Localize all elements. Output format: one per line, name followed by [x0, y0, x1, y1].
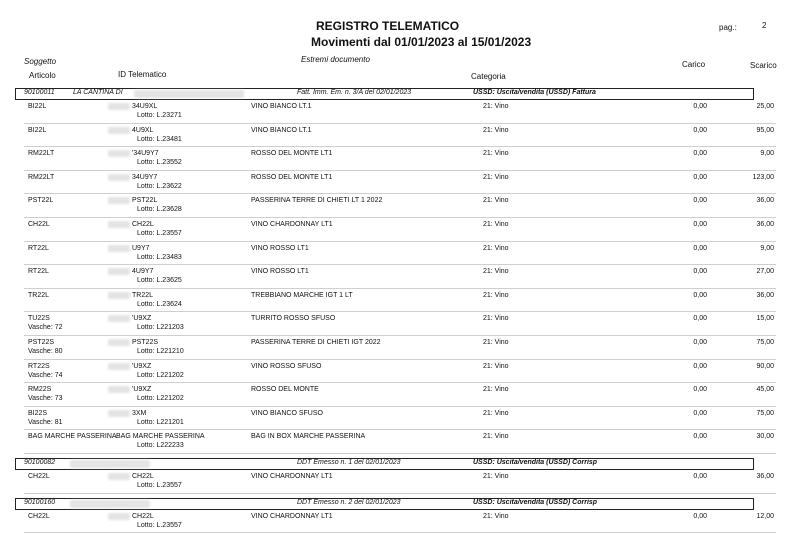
scarico-value: 12,00: [756, 512, 774, 520]
id-telematico: 34U9XL: [132, 103, 158, 110]
carico-value: 0,00: [693, 386, 707, 394]
articolo-code: RM22LT: [28, 150, 55, 158]
articolo-code: RM22S: [28, 386, 52, 394]
scarico-value: 30,00: [756, 433, 774, 441]
carico-value: 0,00: [693, 512, 707, 520]
scarico-value: 90,00: [756, 362, 774, 370]
id-telematico: 'U9XZ: [132, 386, 152, 394]
id-telematico: CH22L: [132, 512, 154, 520]
carico-value: 0,00: [693, 268, 707, 276]
redacted-id: [108, 473, 130, 480]
group-code: 90100082: [24, 459, 56, 466]
redacted-id: [108, 127, 130, 134]
id-telematico: 3XM: [132, 409, 147, 417]
item-description: VINO ROSSO LT1: [251, 268, 309, 276]
item-description: PASSERINA TERRE DI CHIETI IGT 2022: [251, 339, 381, 346]
item-category: 21: Vino: [483, 150, 509, 158]
redacted-id: [108, 315, 130, 322]
item-category: 21: Vino: [483, 386, 509, 394]
redacted-id: [108, 245, 130, 252]
scarico-value: 9,00: [760, 150, 774, 158]
carico-value: 0,00: [693, 409, 707, 417]
header-id-telematico: ID Telematico: [118, 70, 167, 79]
row-separator: [24, 406, 776, 407]
row-separator: [24, 429, 776, 430]
group-doc: DDT Emesso n. 1 del 02/01/2023: [297, 459, 401, 466]
carico-value: 0,00: [693, 433, 707, 441]
articolo-code: PST22L: [28, 197, 54, 205]
id-telematico: 34U9Y7: [132, 173, 158, 181]
articolo-code: BI22L: [28, 126, 47, 134]
item-description: BAG IN BOX MARCHE PASSERINA: [251, 433, 366, 441]
row-separator: [24, 382, 776, 383]
lotto-label: Lotto: L221202: [137, 371, 184, 379]
item-category: 21: Vino: [483, 268, 509, 276]
id-telematico: CH22L: [132, 473, 154, 480]
row-separator: [24, 311, 776, 312]
vasche-label: Vasche: 80: [28, 348, 63, 355]
group-doc: DDT Emesso n. 2 del 02/01/2023: [297, 498, 401, 506]
articolo-code: TU22S: [28, 315, 50, 323]
lotto-label: Lotto: L.23552: [137, 159, 182, 167]
item-description: PASSERINA TERRE DI CHIETI LT 1 2022: [251, 197, 383, 205]
articolo-code: CH22L: [28, 512, 50, 520]
row-separator: [24, 146, 776, 147]
item-category: 21: Vino: [483, 221, 509, 228]
redacted-name: [134, 90, 244, 98]
scarico-value: 123,00: [752, 173, 774, 181]
lotto-label: Lotto: L.23481: [137, 135, 182, 143]
row-separator: [24, 123, 776, 124]
articolo-code: TR22L: [28, 291, 50, 299]
redacted-id: [108, 174, 130, 181]
item-category: 21: Vino: [483, 197, 509, 205]
lotto-label: Lotto: L221203: [137, 324, 184, 332]
scarico-value: 75,00: [756, 409, 774, 417]
carico-value: 0,00: [693, 103, 707, 110]
vasche-label: Vasche: 72: [28, 324, 63, 332]
id-telematico: U9Y7: [132, 244, 150, 252]
item-category: 21: Vino: [483, 315, 509, 323]
lotto-label: Lotto: L.23557: [137, 482, 182, 489]
item-category: 21: Vino: [483, 291, 509, 299]
scarico-value: 36,00: [756, 221, 774, 228]
vasche-label: Vasche: 73: [28, 395, 63, 403]
item-category: 21: Vino: [483, 173, 509, 181]
id-telematico: CH22L: [132, 221, 154, 228]
articolo-code: CH22L: [28, 221, 50, 228]
articolo-code: BI22L: [28, 103, 47, 110]
scarico-value: 36,00: [756, 473, 774, 480]
item-category: 21: Vino: [483, 103, 509, 110]
redacted-id: [108, 221, 130, 228]
id-telematico: PST22L: [132, 197, 158, 205]
group-name: LA CANTINA DI: [73, 89, 123, 96]
carico-value: 0,00: [693, 197, 707, 205]
redacted-name: [70, 460, 150, 468]
redacted-id: [108, 197, 130, 204]
item-category: 21: Vino: [483, 244, 509, 252]
scarico-value: 95,00: [756, 126, 774, 134]
articolo-code: RT22L: [28, 268, 49, 276]
scarico-value: 45,00: [756, 386, 774, 394]
item-category: 21: Vino: [483, 126, 509, 134]
lotto-label: Lotto: L.23625: [137, 277, 182, 285]
lotto-label: Lotto: L.23624: [137, 300, 182, 308]
carico-value: 0,00: [693, 221, 707, 228]
item-description: ROSSO DEL MONTE LT1: [251, 150, 333, 158]
group-code: 90100011: [24, 89, 55, 96]
redacted-id: [108, 103, 130, 110]
row-separator: [24, 359, 776, 360]
scarico-value: 36,00: [756, 291, 774, 299]
page-label: pag.:: [719, 23, 737, 32]
id-telematico: 'U9XZ: [132, 362, 152, 370]
carico-value: 0,00: [693, 315, 707, 323]
row-separator: [24, 241, 776, 242]
lotto-label: Lotto: L.23557: [137, 521, 182, 529]
scarico-value: 75,00: [756, 339, 774, 346]
item-description: ROSSO DEL MONTE: [251, 386, 319, 394]
scarico-value: 25,00: [756, 103, 774, 110]
group-causale: USSD: Uscita/vendita (USSD) Fattura: [473, 89, 596, 96]
report-title: REGISTRO TELEMATICO: [316, 19, 460, 33]
redacted-name: [70, 500, 150, 508]
lotto-label: Lotto: L221210: [137, 348, 184, 355]
lotto-label: Lotto: L.23557: [137, 230, 182, 237]
id-telematico: '34U9Y7: [132, 150, 159, 158]
header-articolo: Articolo: [29, 71, 56, 80]
item-description: VINO BIANCO LT.1: [251, 126, 312, 134]
articolo-code: BAG MARCHE PASSERINA: [28, 433, 117, 441]
row-separator: [24, 335, 776, 336]
carico-value: 0,00: [693, 339, 707, 346]
header-soggetto: Soggetto: [24, 57, 57, 66]
row-separator: [24, 193, 776, 194]
carico-value: 0,00: [693, 362, 707, 370]
id-telematico: 4U9XL: [132, 126, 154, 134]
redacted-id: [108, 339, 130, 346]
item-category: 21: Vino: [483, 339, 509, 346]
articolo-code: BI22S: [28, 409, 48, 417]
lotto-label: Lotto: L.23628: [137, 206, 182, 214]
group-code: 90100160: [24, 498, 56, 506]
redacted-id: [108, 410, 130, 417]
id-telematico: 'U9XZ: [132, 315, 152, 323]
redacted-id: [108, 513, 130, 520]
scarico-value: 36,00: [756, 197, 774, 205]
carico-value: 0,00: [693, 173, 707, 181]
lotto-label: Lotto: L221201: [137, 418, 184, 426]
lotto-label: Lotto: L.23622: [137, 182, 182, 190]
report-subtitle: Movimenti dal 01/01/2023 al 15/01/2023: [311, 35, 532, 49]
articolo-code: RT22S: [28, 362, 50, 370]
lotto-label: Lotto: L221202: [137, 395, 184, 403]
redacted-id: [108, 386, 130, 393]
scarico-value: 9,00: [760, 244, 774, 252]
row-separator: [24, 288, 776, 289]
item-description: VINO CHARDONNAY LT1: [251, 473, 333, 480]
group-header: [15, 88, 754, 100]
row-separator: [24, 493, 776, 494]
row-separator: [24, 170, 776, 171]
articolo-code: CH22L: [28, 473, 50, 480]
id-telematico: 4U9Y7: [132, 268, 154, 276]
vasche-label: Vasche: 74: [28, 371, 63, 379]
lotto-label: Lotto: L.23271: [137, 112, 182, 119]
group-causale: USSD: Uscita/vendita (USSD) Corrisp: [473, 459, 598, 466]
redacted-id: [108, 150, 130, 157]
item-description: VINO ROSSO SFUSO: [251, 362, 322, 370]
redacted-id: [108, 268, 130, 275]
articolo-code: RM22LT: [28, 173, 55, 181]
vasche-label: Vasche: 81: [28, 418, 63, 426]
item-category: 21: Vino: [483, 512, 509, 520]
carico-value: 0,00: [693, 150, 707, 158]
header-carico: Carico: [682, 60, 706, 69]
item-description: TURRITO ROSSO SFUSO: [251, 315, 336, 323]
header-estremi: Estremi documento: [301, 55, 370, 64]
header-categoria: Categoria: [471, 72, 506, 81]
carico-value: 0,00: [693, 291, 707, 299]
carico-value: 0,00: [693, 126, 707, 134]
redacted-id: [108, 363, 130, 370]
lotto-label: Lotto: L.23483: [137, 253, 182, 261]
articolo-code: PST22S: [28, 339, 55, 346]
redacted-id: [108, 292, 130, 299]
item-category: 21: Vino: [483, 362, 509, 370]
item-category: 21: Vino: [483, 433, 509, 441]
id-telematico: BAG MARCHE PASSERINA: [116, 433, 205, 441]
carico-value: 0,00: [693, 244, 707, 252]
row-separator: [24, 453, 776, 454]
item-description: VINO CHARDONNAY LT1: [251, 221, 333, 228]
header-scarico: Scarico: [750, 61, 777, 70]
page-number: 2: [762, 21, 767, 30]
group-causale: USSD: Uscita/vendita (USSD) Corrisp: [473, 498, 598, 506]
carico-value: 0,00: [693, 473, 707, 480]
item-description: ROSSO DEL MONTE LT1: [251, 173, 333, 181]
id-telematico: TR22L: [132, 291, 154, 299]
scarico-value: 15,00: [756, 315, 774, 323]
item-category: 21: Vino: [483, 473, 509, 480]
item-description: VINO BIANCO SFUSO: [251, 409, 323, 417]
item-description: VINO CHARDONNAY LT1: [251, 512, 333, 520]
item-category: 21: Vino: [483, 409, 509, 417]
lotto-label: Lotto: L222233: [137, 442, 184, 450]
group-doc: Fatt. Imm. Em. n. 3/A del 02/01/2023: [297, 89, 412, 96]
id-telematico: PST22S: [132, 339, 159, 346]
item-description: TREBBIANO MARCHE IGT 1 LT: [251, 291, 353, 299]
articolo-code: RT22L: [28, 244, 49, 252]
row-separator: [24, 264, 776, 265]
item-description: VINO BIANCO LT.1: [251, 103, 312, 110]
row-separator: [24, 532, 776, 533]
item-description: VINO ROSSO LT1: [251, 244, 309, 252]
row-separator: [24, 217, 776, 218]
scarico-value: 27,00: [756, 268, 774, 276]
